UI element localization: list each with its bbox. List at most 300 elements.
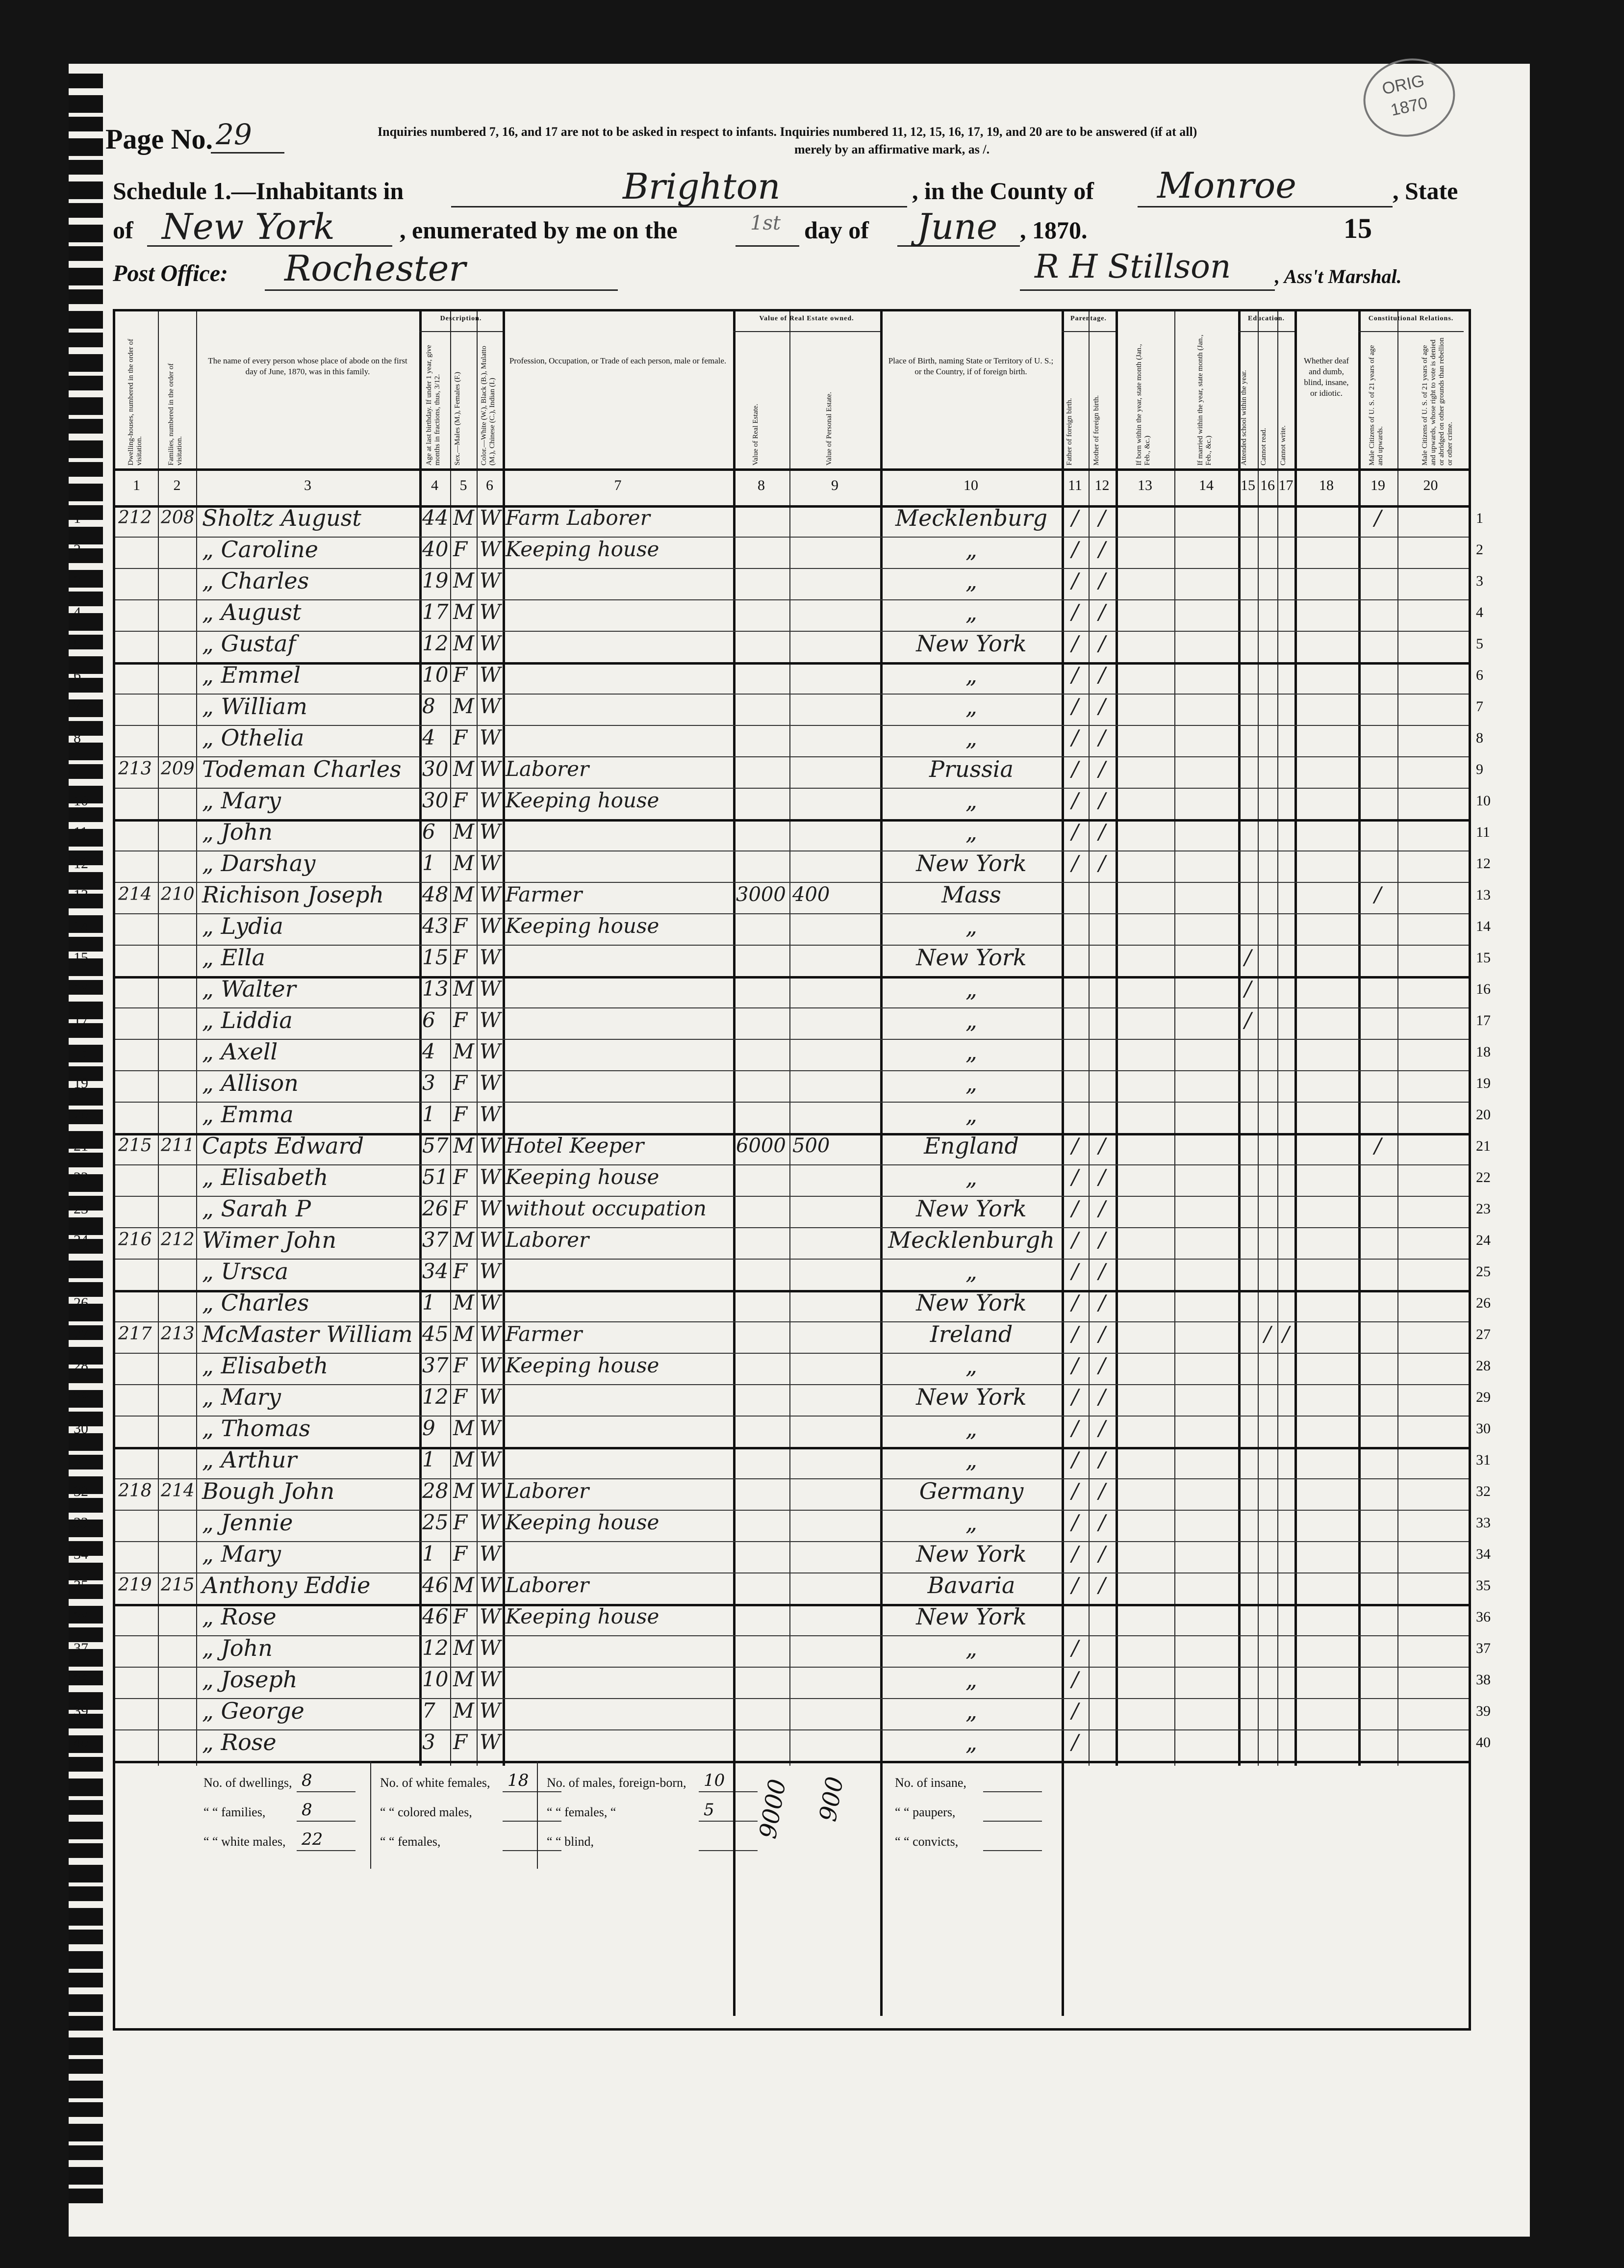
row-number-left: 30 [74,1420,88,1437]
cell-pe [792,596,878,628]
cell-dw [118,1099,156,1130]
check-c16 [1258,1005,1277,1036]
row-number-right: 15 [1476,950,1491,966]
cell-re [736,565,787,596]
summary-foreign-males: 10 [704,1771,725,1790]
check-c16 [1258,1664,1277,1695]
cell-pe [792,816,878,848]
check-c19 [1358,848,1397,879]
row-number-left: 10 [74,793,88,809]
cell-re [736,785,787,816]
cell-occ: without occupation [506,1196,707,1220]
row-number-left: 2 [74,541,81,558]
check-c16 [1258,1413,1277,1444]
column-header-6: Color.—White (W.), Black (B.), Mulatto (M.), Chinese (C.), Indian (I.) [480,346,496,465]
cell-sex: M [453,820,475,844]
row-number-right: 3 [1476,573,1483,589]
check-m [1089,973,1116,1005]
marshal-name: R H Stillson [1035,248,1231,285]
cell-dw [118,1193,156,1224]
cell-pe [792,1413,878,1444]
cell-color: W [480,914,501,938]
cell-sex: M [453,757,475,781]
column-number: 5 [459,477,467,493]
cell-fam: 208 [161,508,195,528]
cell-age: 43 [422,914,449,938]
summary-families: 8 [302,1800,312,1820]
row-number-left: 16 [74,981,88,997]
row-number-left: 6 [74,667,81,683]
cell-pe [792,1287,878,1318]
cell-re [736,1632,787,1664]
check-c15 [1238,1193,1258,1224]
cell-color: W [480,1604,501,1628]
check-c15 [1238,1256,1258,1287]
check-c15 [1238,722,1258,753]
check-m: / [1098,568,1106,593]
cell-sex: F [453,1165,468,1189]
cell-occ [506,691,731,722]
cell-sex: F [453,1008,468,1032]
cell-fam [161,1287,194,1318]
cell-name: „ Axell [202,1038,278,1065]
check-c17 [1277,502,1294,534]
summary-foreign-females-label: “ “ females, “ [547,1805,616,1819]
row-number-right: 16 [1476,981,1491,997]
row-number-left: 36 [74,1609,88,1625]
check-c15 [1238,1570,1258,1601]
cell-dw [118,1036,156,1067]
cell-dw [118,1632,156,1664]
cell-dw [118,1444,156,1475]
row-number-left: 39 [74,1703,88,1719]
cell-name: „ Mary [202,1384,281,1410]
summary-foreign-males-label: No. of males, foreign-born, [547,1776,686,1790]
cell-age: 40 [422,537,449,561]
row-number-left: 8 [74,730,81,746]
check-c17 [1277,942,1294,973]
cell-fam [161,848,194,879]
check-c17 [1277,691,1294,722]
row-number-left: 19 [74,1075,88,1091]
check-c16 [1258,722,1277,753]
column-number: 11 [1068,477,1082,493]
row-number-right: 36 [1476,1609,1491,1625]
check-c15 [1238,502,1258,534]
cell-age: 1 [422,1542,435,1566]
check-c17 [1277,1256,1294,1287]
row-number-left: 17 [74,1012,88,1029]
cell-pe [792,1632,878,1664]
row-number-right: 5 [1476,636,1483,652]
cell-occ: Farmer [506,882,583,906]
check-c15 [1238,1224,1258,1256]
check-c16 [1258,596,1277,628]
cell-occ [506,1005,731,1036]
cell-name: „ Arthur [202,1446,297,1473]
row-number-left: 7 [74,698,81,715]
column-number: 9 [831,477,838,493]
row-number-left: 25 [74,1263,88,1280]
check-c15 [1238,1067,1258,1099]
cell-occ: Keeping house [506,914,660,938]
cell-occ [506,1381,731,1413]
cell-occ [506,659,731,691]
column-header-10: Place of Birth, naming State or Territory of U. S.; or the Country, if of foreign birth. [888,356,1054,376]
cell-sex: M [453,1636,475,1660]
cell-pe [792,1256,878,1287]
cell-color: W [480,1416,501,1440]
cell-re [736,1067,787,1099]
cell-sex: M [453,1447,475,1471]
check-c17 [1277,973,1294,1005]
row-number-right: 33 [1476,1515,1491,1531]
row-number-right: 34 [1476,1546,1491,1562]
cell-color: W [480,506,501,530]
summary-colored-males-label: “ “ colored males, [380,1805,472,1819]
group-header-rule [1062,331,1116,332]
check-c19 [1358,910,1397,942]
cell-pe [792,1350,878,1381]
cell-birth: „ [965,662,977,688]
cell-color: W [480,757,501,781]
cell-occ: Keeping house [506,1604,660,1628]
row-number-left: 28 [74,1358,88,1374]
cell-color: W [480,1573,501,1597]
check-c19 [1358,722,1397,753]
summary-underline [297,1821,355,1822]
cell-re [736,1381,787,1413]
cell-color: W [480,1071,501,1095]
summary-underline [297,1791,355,1792]
cell-occ: Keeping house [506,1165,660,1189]
cell-fam [161,1381,194,1413]
row-number-right: 6 [1476,667,1483,683]
check-m [1089,1067,1116,1099]
group-header-parentage: Parentage. [1070,315,1107,322]
check-c19 [1358,1036,1397,1067]
cell-occ [506,1632,731,1664]
column-header-20: Male Citizens of U. S. of 21 years of age and upwards, whose right to vote is denied or abridged on other grounds than rebellion or other crime. [1421,337,1454,465]
check-f [1062,1099,1089,1130]
cell-dw [118,1161,156,1193]
cell-birth: „ [965,1258,977,1285]
check-c19 [1358,1413,1397,1444]
cell-pe [792,1444,878,1475]
cell-pe [792,659,878,691]
check-m: / [1098,1196,1106,1220]
check-c16 [1258,753,1277,785]
cell-occ: Farm Laborer [506,506,650,530]
cell-re [736,1727,787,1758]
check-f: / [1071,1259,1079,1283]
cell-birth: „ [965,1635,977,1661]
check-m: / [1098,725,1106,749]
cell-pe [792,1538,878,1570]
cell-dw: 219 [118,1575,152,1595]
cell-name: „ Elisabeth [202,1352,329,1379]
cell-re [736,816,787,848]
check-c16 [1258,1224,1277,1256]
cell-birth: New York [916,1603,1027,1630]
row-number-right: 39 [1476,1703,1491,1719]
check-c15 [1238,1444,1258,1475]
cell-age: 19 [422,568,449,593]
check-m: / [1098,1353,1106,1377]
cell-sex: M [453,882,475,906]
cell-birth: Mecklenburgh [888,1227,1055,1253]
column-number: 20 [1423,477,1438,493]
cell-age: 7 [422,1699,435,1723]
check-f [1062,1005,1089,1036]
cell-fam: 212 [161,1230,195,1250]
row-number-right: 1 [1476,510,1483,526]
cell-re [736,1570,787,1601]
cell-sex: F [453,663,468,687]
cell-re [736,1507,787,1538]
cell-birth: Bavaria [927,1572,1015,1598]
check-c17 [1277,1664,1294,1695]
cell-dw [118,848,156,879]
column-header-2: Families, numbered in the order of visitation. [167,363,183,465]
cell-re [736,1695,787,1727]
cell-age: 10 [422,663,449,687]
check-c16 [1258,848,1277,879]
cell-occ: Keeping house [506,1353,660,1377]
cell-color: W [480,788,501,812]
cell-age: 8 [422,694,435,718]
cell-age: 6 [422,820,435,844]
row-number-left: 3 [74,573,81,589]
cell-fam: 211 [161,1135,195,1156]
check-f: / [1071,1290,1079,1314]
enumeration-day: 1st [750,212,781,234]
row-number-left: 26 [74,1295,88,1311]
check-c16 [1258,1632,1277,1664]
check-c17 [1277,1507,1294,1538]
cell-name: „ George [202,1698,304,1724]
row-number-right: 24 [1476,1232,1491,1248]
check-c16 [1258,691,1277,722]
check-f: / [1071,537,1079,561]
cell-pe [792,942,878,973]
check-c16 [1258,942,1277,973]
summary-underline [503,1850,561,1851]
cell-birth: „ [965,1698,977,1724]
cell-dw [118,1727,156,1758]
check-c16 [1258,1727,1277,1758]
column-header-15: Attended school within the year. [1240,370,1248,465]
row-number-right: 38 [1476,1672,1491,1688]
row-number-left: 38 [74,1672,88,1688]
cell-color: W [480,1039,501,1063]
cell-pe [792,1507,878,1538]
check-c16 [1258,1067,1277,1099]
cell-re [736,502,787,534]
column-number: 8 [758,477,765,493]
check-f: / [1071,1573,1079,1597]
cell-pe [792,565,878,596]
cell-birth: Ireland [930,1321,1013,1347]
column-number: 12 [1094,477,1110,493]
check-m: / [1098,1479,1106,1503]
cell-name: „ William [202,693,307,720]
column-header-18: Whether deaf and dumb, blind, insane, or idiotic. [1303,356,1349,398]
row-number-right: 12 [1476,855,1491,872]
column-header-19: Male Citizens of U. S. of 21 years of age and upwards. [1368,345,1384,465]
check-c17 [1277,1475,1294,1507]
cell-dw: 213 [118,759,152,779]
notice-line-1: Inquiries numbered 7, 16, and 17 are not to be asked in respect to infants. Inquiries numbered 11, 12, 15, 16, 17, 19, and 20 are to be answered (if at all) [378,125,1197,139]
cell-fam [161,1538,194,1570]
cell-name: „ Walter [202,976,296,1002]
cell-dw: 214 [118,884,152,904]
check-c15 [1238,596,1258,628]
column-number: 7 [614,477,622,493]
cell-pe [792,1381,878,1413]
check-c15 [1238,1475,1258,1507]
cell-dw [118,1381,156,1413]
summary-divider [880,1761,883,2016]
cell-age: 6 [422,1008,435,1032]
cell-pe: 400 [792,883,830,906]
cell-occ: Laborer [506,757,589,781]
column-header-13: If born within the year, state month (Jan., Feb., &c.) [1135,344,1151,465]
cell-occ: Laborer [506,1479,589,1503]
cell-age: 3 [422,1730,435,1754]
check-m: / [1098,663,1106,687]
cell-color: W [480,1290,501,1314]
cell-pe [792,785,878,816]
check-f: / [1071,788,1079,812]
cell-sex: M [453,1416,475,1440]
check-m: / [1098,1573,1106,1597]
check-c19 [1358,1727,1397,1758]
cell-pe [792,1193,878,1224]
cell-birth: „ [965,1509,977,1536]
cell-birth: „ [965,1070,977,1096]
cell-age: 45 [422,1322,449,1346]
state-name: New York [162,206,335,247]
check-f [1062,910,1089,942]
cell-fam [161,691,194,722]
cell-pe: 500 [792,1134,830,1157]
cell-birth: „ [965,536,977,563]
cell-birth: „ [965,976,977,1002]
row-number-left: 21 [74,1138,88,1154]
check-c17 [1277,1570,1294,1601]
cell-age: 28 [422,1479,449,1503]
check-c17 [1277,534,1294,565]
cell-pe [792,1318,878,1350]
check-f: / [1071,1479,1079,1503]
cell-birth: „ [965,599,977,625]
column-number: 10 [964,477,978,493]
group-header-rule [1238,331,1294,332]
summary-underline [983,1850,1042,1851]
post-office-label: Post Office: [113,260,228,286]
cell-re [736,1036,787,1067]
cell-fam: 210 [161,884,195,904]
cell-re [736,691,787,722]
cell-fam [161,1350,194,1381]
cell-sex: F [453,945,468,969]
cell-birth: New York [916,850,1027,876]
check-c15 [1238,1161,1258,1193]
place-name: Brighton [623,166,781,207]
cell-dw [118,1413,156,1444]
check-c17 [1277,596,1294,628]
check-c17 [1277,753,1294,785]
cell-occ [506,1538,731,1570]
cell-fam [161,1413,194,1444]
cell-pe [792,1067,878,1099]
check-c16 [1258,1507,1277,1538]
cell-dw [118,1256,156,1287]
cell-re [736,1287,787,1318]
cell-re: 3000 [736,883,786,906]
row-number-right: 28 [1476,1358,1491,1374]
summary-dwellings-label: No. of dwellings, [203,1776,292,1790]
check-c16 [1258,1538,1277,1570]
cell-re [736,628,787,659]
column-number: 17 [1278,477,1294,493]
check-c16 [1258,659,1277,691]
row-number-right: 22 [1476,1169,1491,1186]
check-c19 [1358,1538,1397,1570]
check-m: / [1098,537,1106,561]
column-header-14: If married within the year, state month (Jan., Feb., &c.) [1196,335,1213,465]
check-c16 [1258,1381,1277,1413]
column-number: 16 [1260,477,1275,493]
summary-underline [503,1821,561,1822]
cell-sex: F [453,1510,468,1534]
cell-re [736,1350,787,1381]
check-c17 [1277,816,1294,848]
cell-age: 46 [422,1573,449,1597]
cell-birth: Prussia [929,756,1014,782]
cell-age: 37 [422,1353,449,1377]
cell-dw [118,628,156,659]
check-c17 [1277,1005,1294,1036]
cell-birth: Germany [919,1478,1024,1504]
cell-age: 46 [422,1604,449,1628]
cell-age: 1 [422,1102,435,1126]
cell-fam [161,1727,194,1758]
check-c16 [1258,785,1277,816]
cell-name: Wimer John [202,1227,337,1253]
check-f: / [1071,1228,1079,1252]
cell-name: „ Gustaf [202,630,296,657]
check-c15 [1238,1507,1258,1538]
check-c15 [1238,1413,1258,1444]
check-c19 [1358,1350,1397,1381]
column-number: 18 [1319,477,1334,493]
row-number-left: 22 [74,1169,88,1186]
check-c15 [1238,534,1258,565]
summary-underline [297,1850,355,1851]
cell-sex: F [453,1196,468,1220]
check-c16 [1258,1570,1277,1601]
row-number-right: 19 [1476,1075,1491,1091]
schedule-label: Schedule 1.—Inhabitants in [113,177,404,205]
group-header-rule [733,331,880,332]
cell-dw [118,816,156,848]
check-m: / [1098,506,1106,530]
cell-color: W [480,1699,501,1723]
check-f: / [1071,1416,1079,1440]
group-header-rule [419,331,503,332]
